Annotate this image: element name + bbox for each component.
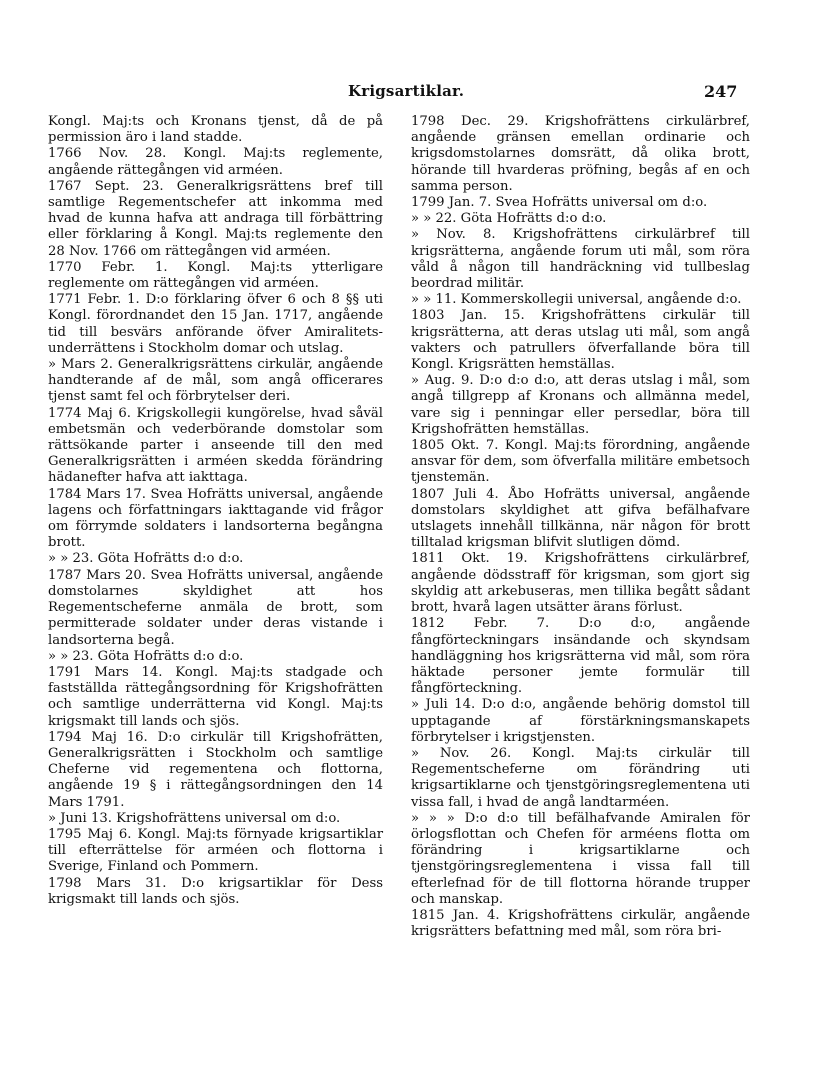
list-item: 1798 Dec. 29. Krigshofrättens cirkulärbref, angående gränsen emellan ordinarie och krigsdomstolarnes domsrätt, då olika brott, hörande till hvarderas pröfning, begås af en och samma person. — [411, 114, 750, 194]
page-number: 247 — [704, 82, 738, 101]
list-item: 1811 Okt. 19. Krigshofrättens cirkulärbref, angående dödsstraff för krigsman, som gjort sig skyldig att arkebuseras, men tillika begått sådant brott, hvarå lagen utsätter ärans förlust. — [411, 551, 750, 616]
list-item: 1803 Jan. 15. Krigshofrättens cirkulär till krigsrätterna, att deras utslag uti mål, som angå vakters och patrullers öfverfallande böra till Kongl. Krigsrätten hemställas. — [411, 308, 750, 373]
list-item: 1807 Juli 4. Åbo Hofrätts universal, angående domstolars skyldighet att gifva befälhafvare utslagets innehåll tillkänna, när någon för brott tilltalad krigsman blifvit slutligen dömd. — [411, 486, 750, 551]
list-item: » Mars 2. Generalkrigsrättens cirkulär, angående handterande af de mål, som angå officerares tjenst samt fel och förbrytelser deri. — [48, 357, 383, 405]
list-item: » Nov. 8. Krigshofrättens cirkulärbref till krigsrätterna, angående forum uti mål, som röra våld å någon till handräckning vid tullbeslag beordrad militär. — [411, 227, 750, 292]
list-item: » Aug. 9. D:o d:o d:o, att deras utslag i mål, som angå tillgrepp af Kronans och allmänna medel, vare sig i penningar eller persedlar, böra till Krigshofrätten hemställas. — [411, 373, 750, 437]
list-item: 1798 Mars 31. D:o krigsartiklar för Dess krigsmakt till lands och sjös. — [48, 875, 383, 907]
list-item: 1799 Jan. 7. Svea Hofrätts universal om d:o. — [411, 195, 708, 211]
list-item: » Juni 13. Krigshofrättens universal om d:o. — [48, 810, 341, 826]
list-item: 1791 Mars 14. Kongl. Maj:ts stadgade och fastställda rättegångsordning för Krigshofrätten och samtlige underrätterna vid Kongl. Maj:ts krigsmakt till lands och sjös. — [48, 664, 383, 729]
right-column — [411, 114, 750, 940]
list-item: 1805 Okt. 7. Kongl. Maj:ts förordning, angående ansvar för dem, som öfverfalla militäre embetsoch tjenstemän. — [411, 438, 750, 486]
list-item: 1770 Febr. 1. Kongl. Maj:ts ytterligare reglemente om rättegången vid arméen. — [48, 259, 383, 292]
list-item: 1787 Mars 20. Svea Hofrätts universal, angående domstolarnes skyldighet att hos Regementscheferne anmäla de brott, som permitterade soldater under deras vistande i landsorterna begå. — [48, 567, 383, 648]
page-header — [0, 82, 840, 104]
list-item: » Juli 14. D:o d:o, angående behörig domstol till upptagande af förstärkningsmanskapets förbrytelser i krigstjensten. — [411, 697, 750, 745]
running-title: Krigsartiklar. — [348, 82, 465, 100]
list-item: 1767 Sept. 23. Generalkrigsrättens bref till samtlige Regementschefer att inkomma med hvad de kunna hafva att andraga till förbättring eller förklaring å Kongl. Maj:ts reglemente den 28 Nov. 1766 om rättegången vid arméen. — [48, 178, 383, 259]
list-item: 1784 Mars 17. Svea Hofrätts universal, angående lagens och författningars iakttagande vid frågor om förrymde soldaters i landsorterna begångna brott. — [48, 486, 383, 551]
list-item: » » » D:o d:o till befälhafvande Amiralen för örlogsflottan och Chefen för arméens flotta om förändring i krigsartiklarne och tjenstgöringsreglementena i vissa fall till efterlefnad för de till flottorna hörande trupper och manskap. — [411, 810, 750, 907]
left-column — [48, 114, 383, 908]
list-item: 1774 Maj 6. Krigskollegii kungörelse, hvad såväl embetsmän och vederbörande domstolar som rättsökande parter i anseende till den med Generalkrigsrätten i arméen skedda förändring hädanefter hafva att iakttaga. — [48, 405, 383, 486]
list-item: 1771 Febr. 1. D:o förklaring öfver 6 och 8 §§ uti Kongl. förordnandet den 15 Jan. 1717, angående tid till besvärs anförande öfver Amiralitets-underrättens i Stockholm domar och utslag. — [48, 292, 383, 356]
list-item: » » 23. Göta Hofrätts d:o d:o. — [48, 551, 244, 567]
list-item: 1812 Febr. 7. D:o d:o, angående fångförteckningars insändande och skyndsam handläggning hos krigsrätterna vid mål, som röra häktade personer jemte formulär till fångförteckning. — [411, 616, 750, 697]
list-item: Kongl. Maj:ts och Kronans tjenst, då de på permission äro i land stadde. — [48, 114, 383, 146]
list-item: 1794 Maj 16. D:o cirkulär till Krigshofrätten, Generalkrigsrätten i Stockholm och samtlige Cheferne vid regementena och flottorna, angående 19 § i rättegångsordningen den 14 Mars 1791. — [48, 729, 383, 810]
list-item: » » 11. Kommerskollegii universal, angående d:o. — [411, 292, 742, 308]
list-item: » » 23. Göta Hofrätts d:o d:o. — [48, 648, 244, 664]
list-item: 1815 Jan. 4. Krigshofrättens cirkulär, angående krigsrätters befattning med mål, som röra bri- — [411, 907, 750, 940]
list-item: 1766 Nov. 28. Kongl. Maj:ts reglemente, angående rättegången vid arméen. — [48, 146, 383, 178]
list-item: 1795 Maj 6. Kongl. Maj:ts förnyade krigsartiklar till efterrättelse för arméen och flottorna i Sverige, Finland och Pommern. — [48, 826, 383, 875]
list-item: » » 22. Göta Hofrätts d:o d:o. — [411, 211, 607, 227]
list-item: » Nov. 26. Kongl. Maj:ts cirkulär till Regementscheferne om förändring uti krigsartiklarne och tjenstgöringsreglementena uti vissa fall, i hvad de angå landtarméen. — [411, 745, 750, 810]
